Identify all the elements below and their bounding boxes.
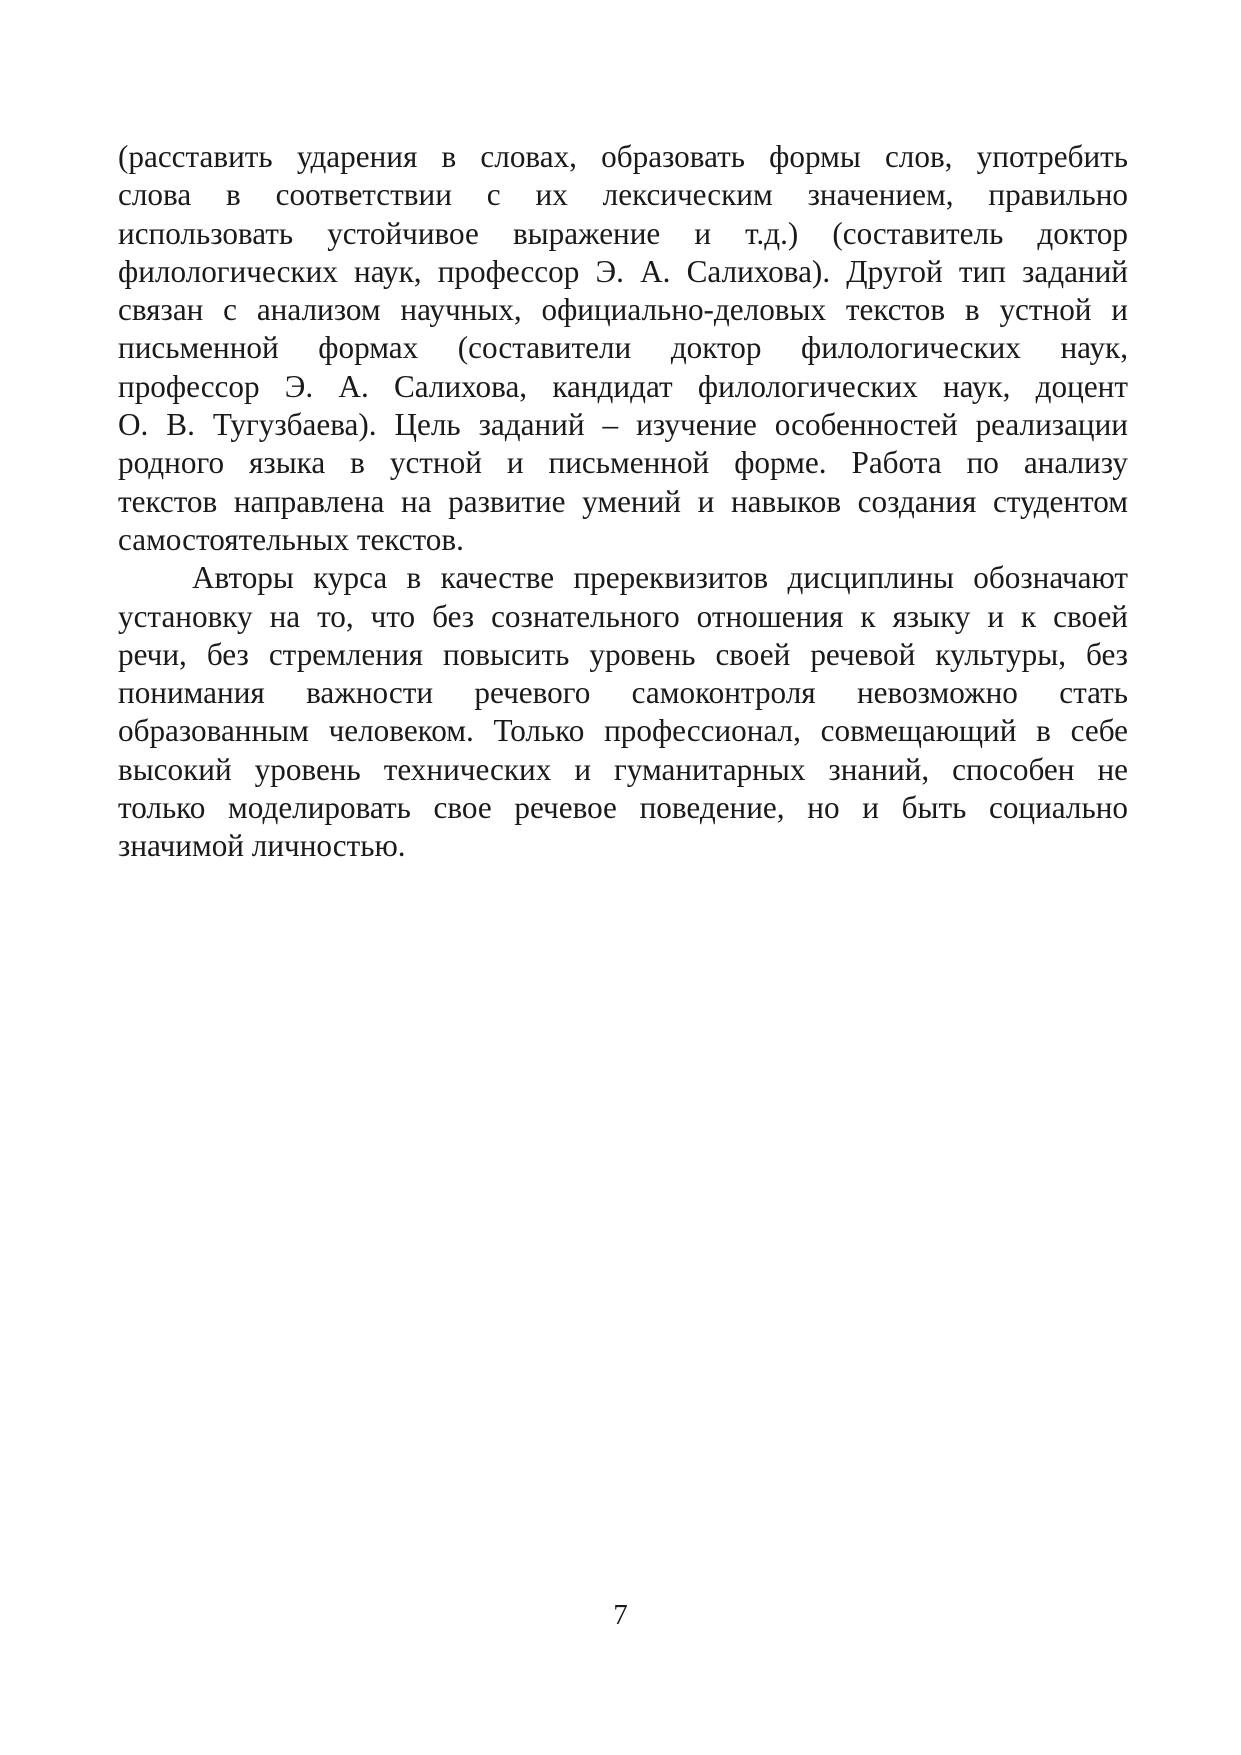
text-line: самостоятельных текстов. (118, 521, 464, 557)
text-line: О. В. Тугузбаева). Цель заданий – изучение особенностей реализации (118, 407, 1128, 443)
text-line: образованным человеком. Только профессионал, совмещающий в себе (118, 713, 1128, 749)
paragraph-1 (118, 138, 1128, 559)
page-number: 7 (613, 1599, 628, 1631)
text-line: только моделировать свое речевое поведение, но и быть социально (118, 790, 1128, 826)
text-line: профессор Э. А. Салихова, кандидат филологических наук, доцент (118, 368, 1128, 404)
document-body (118, 138, 1128, 866)
text-line: речи, без стремления повысить уровень своей речевой культуры, без (118, 636, 1128, 672)
text-line: значимой личностью. (118, 828, 406, 864)
text-line: филологических наук, профессор Э. А. Салихова). Другой тип заданий (118, 253, 1128, 289)
text-line: Авторы курса в качестве пререквизитов дисциплины обозначают (192, 560, 1128, 596)
paragraph-2 (118, 559, 1128, 865)
text-line: использовать устойчивое выражение и т.д.) (составитель доктор (118, 215, 1128, 251)
text-line: понимания важности речевого самоконтроля невозможно стать (118, 675, 1128, 711)
text-line: письменной формах (составители доктор филологических наук, (118, 330, 1128, 366)
text-line: высокий уровень технических и гуманитарных знаний, способен не (118, 751, 1128, 787)
text-line: родного языка в устной и письменной форме. Работа по анализу (118, 445, 1128, 481)
text-line: (расставить ударения в словах, образовать формы слов, употребить (118, 139, 1128, 174)
text-line: установку на то, что без сознательного отношения к языку и к своей (118, 598, 1128, 634)
text-line: слова в соответствии с их лексическим значением, правильно (118, 177, 1128, 213)
text-line: связан с анализом научных, официально-деловых текстов в устной и (118, 292, 1128, 328)
text-line: текстов направлена на развитие умений и навыков создания студентом (118, 483, 1128, 519)
